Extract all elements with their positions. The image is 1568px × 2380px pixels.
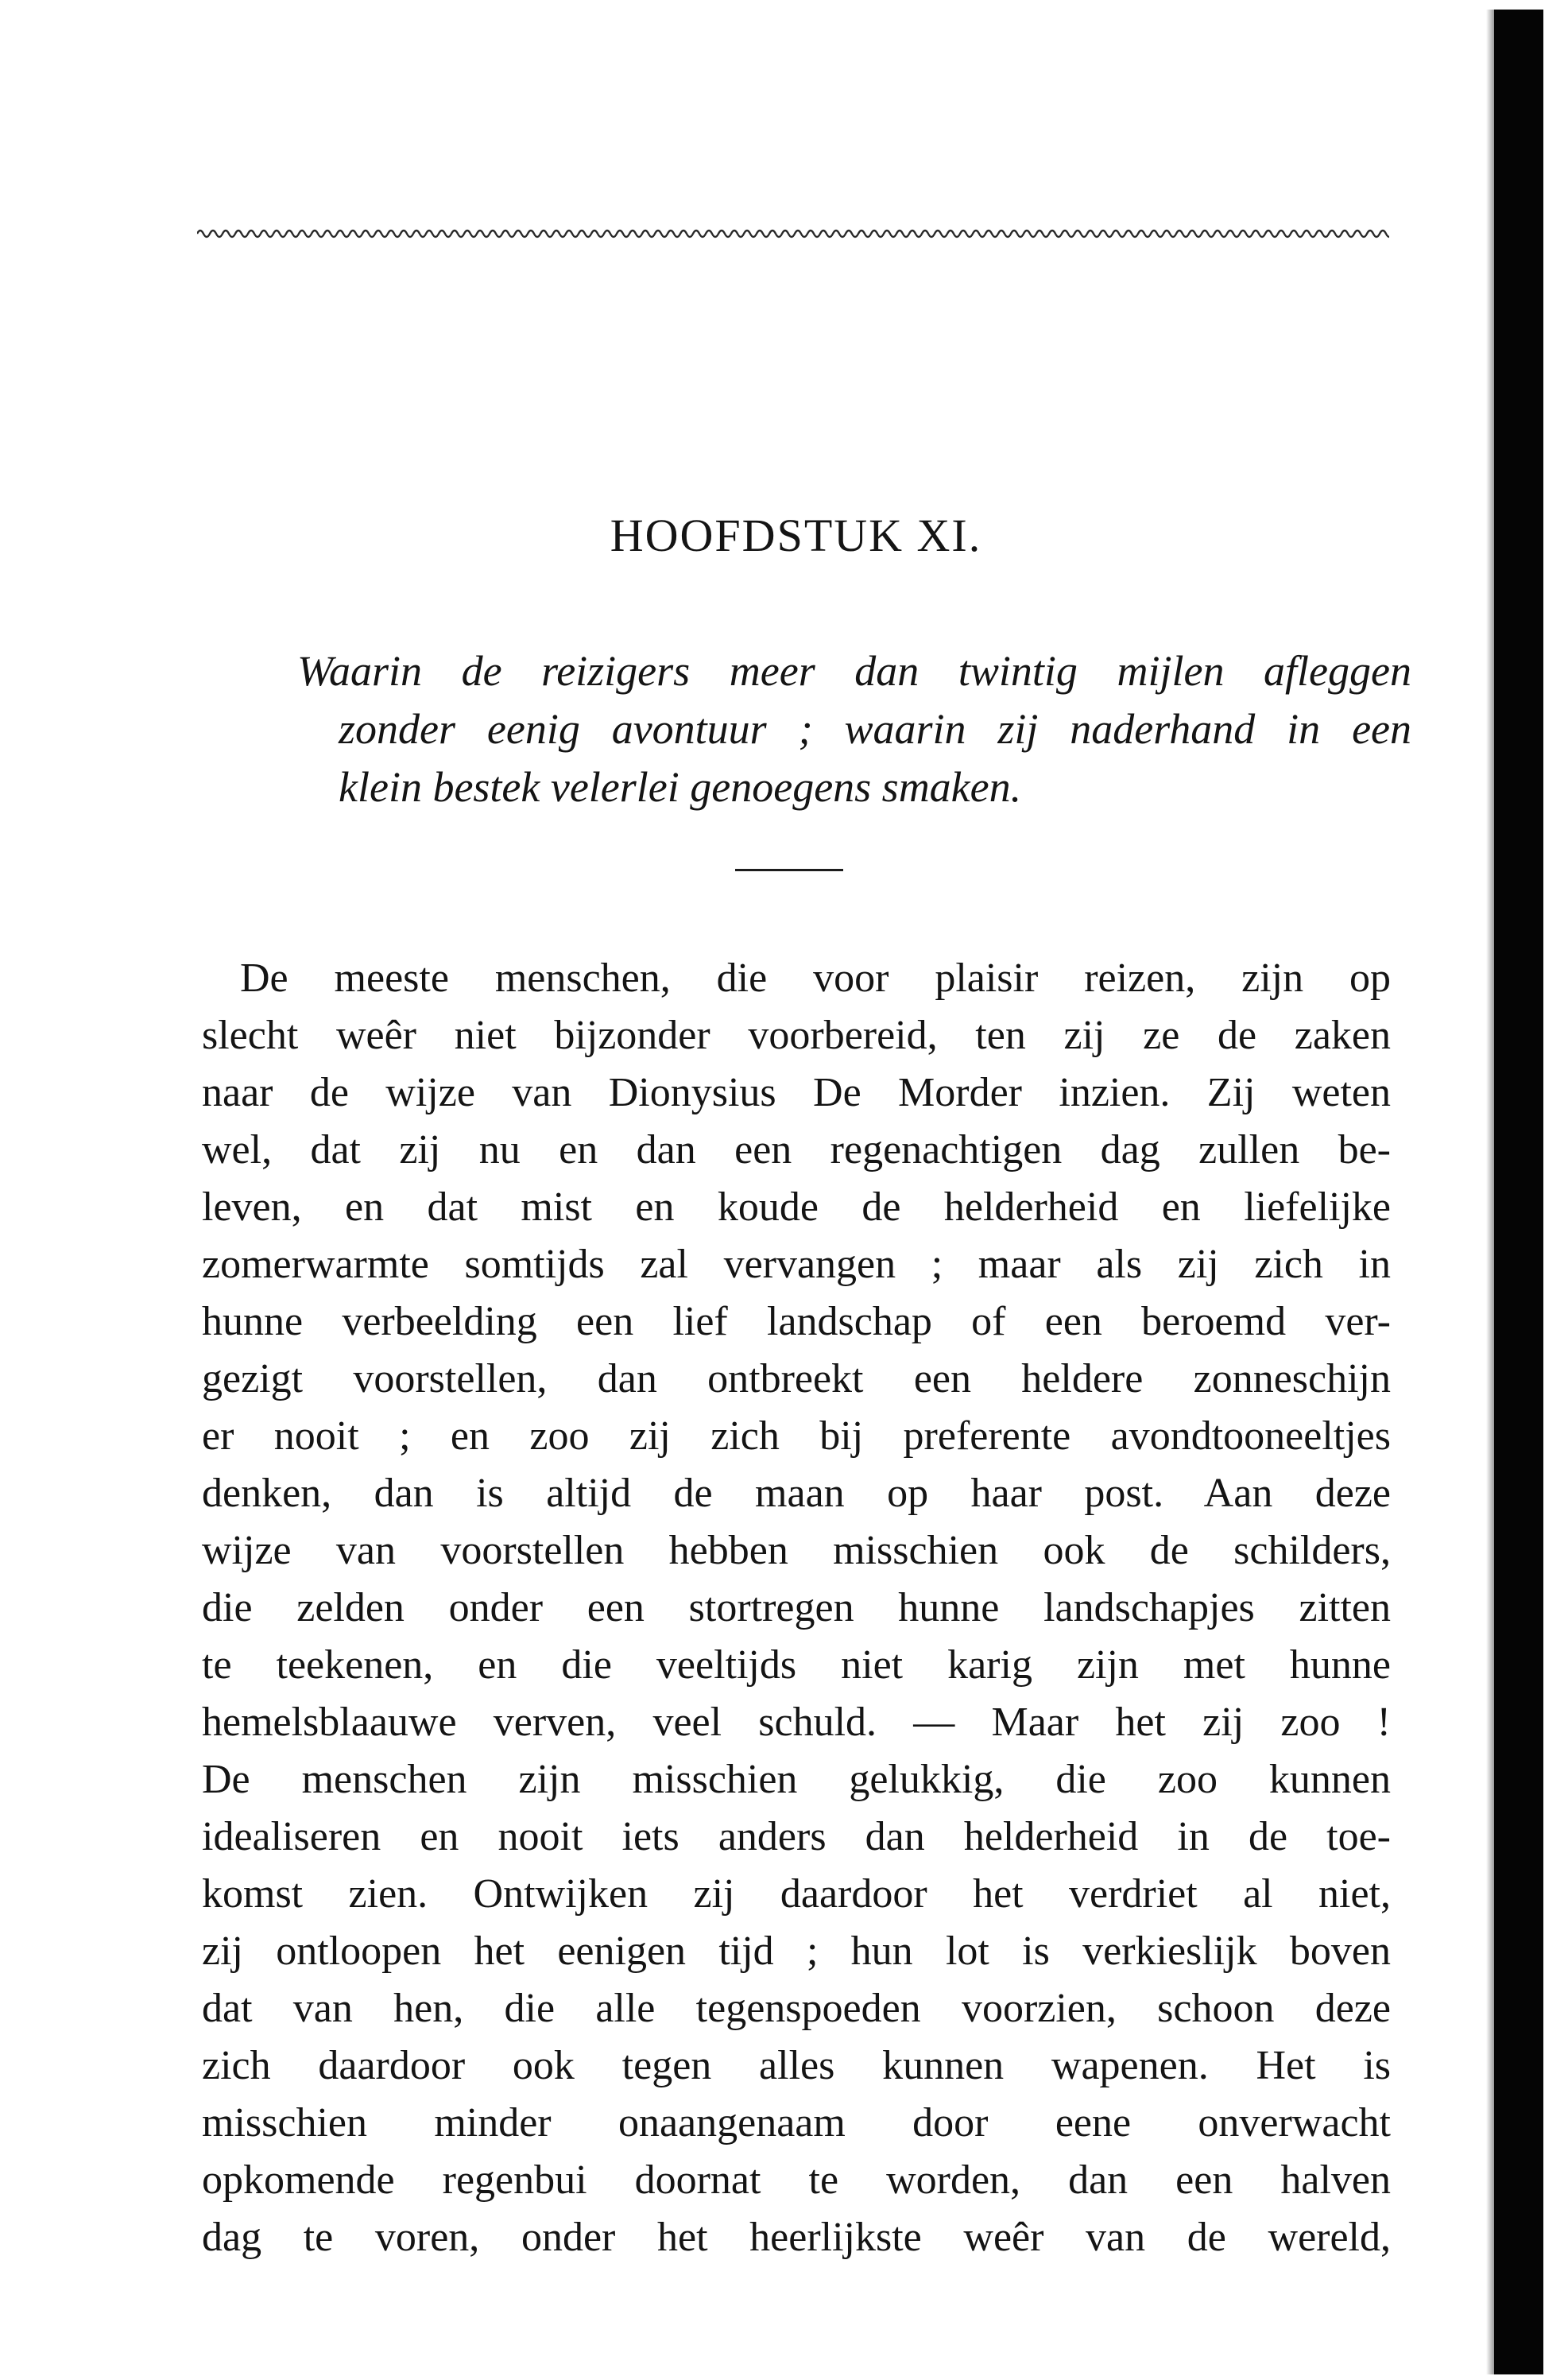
body-line: komst zien. Ontwijken zij daardoor het verdriet al niet, [202, 1871, 1391, 1917]
body-paragraph [202, 950, 1391, 2266]
body-line: slecht weêr niet bijzonder voorbereid, ten zij ze de zaken [202, 1013, 1391, 1058]
summary-line: zonder eenig avontuur ; waarin zij naderhand in een [339, 705, 1411, 753]
body-line: er nooit ; en zoo zij zich bij preferente avondtooneeltjes [202, 1413, 1391, 1459]
body-line: idealiseren en nooit iets anders dan helderheid in de toe- [202, 1814, 1391, 1859]
chapter-title: HOOFDSTUK XI. [610, 510, 982, 561]
body-line: naar de wijze van Dionysius De Morder inzien. Zij weten [202, 1070, 1391, 1115]
body-line: gezigt voorstellen, dan ontbreekt een heldere zonneschijn [202, 1356, 1391, 1401]
body-line: zich daardoor ook tegen alles kunnen wapenen. Het is [202, 2043, 1391, 2088]
body-line: wijze van voorstellen hebben misschien ook de schilders, [202, 1528, 1391, 1573]
body-line: denken, dan is altijd de maan op haar post. Aan deze [202, 1471, 1391, 1516]
body-line: zomerwarmte somtijds zal vervangen ; maar als zij zich in [202, 1242, 1391, 1287]
summary-line: klein bestek velerlei genoegens smaken. [339, 763, 1022, 811]
section-divider [735, 869, 843, 871]
body-line: die zelden onder een stortregen hunne landschapjes zitten [202, 1585, 1391, 1630]
body-line: misschien minder onaangenaam door eene onverwacht [202, 2100, 1391, 2145]
body-line: De menschen zijn misschien gelukkig, die zoo kunnen [202, 1757, 1391, 1802]
body-line: De meeste menschen, die voor plaisir reizen, zijn op [240, 955, 1391, 1001]
wavy-ornament-rule [197, 224, 1389, 243]
body-line: opkomende regenbui doornat te worden, dan een halven [202, 2157, 1391, 2203]
body-line: leven, en dat mist en koude de helderheid en liefelijke [202, 1184, 1391, 1230]
body-line: wel, dat zij nu en dan een regenachtigen dag zullen be- [202, 1127, 1391, 1173]
page-edge-scan-border [1494, 10, 1543, 2374]
body-line: zij ontloopen het eenigen tijd ; hun lot is verkieslijk boven [202, 1928, 1391, 1974]
body-line: dag te voren, onder het heerlijkste weêr van de wereld, [202, 2215, 1391, 2260]
body-line: te teekenen, en die veeltijds niet karig zijn met hunne [202, 1642, 1391, 1688]
chapter-summary [297, 642, 1411, 816]
summary-line: Waarin de reizigers meer dan twintig mijlen afleggen [297, 647, 1411, 695]
body-line: hunne verbeelding een lief landschap of een beroemd ver- [202, 1299, 1391, 1344]
body-line: dat van hen, die alle tegenspoeden voorzien, schoon deze [202, 1986, 1391, 2031]
body-line: hemelsblaauwe verven, veel schuld. — Maar het zij zoo ! [202, 1700, 1391, 1745]
